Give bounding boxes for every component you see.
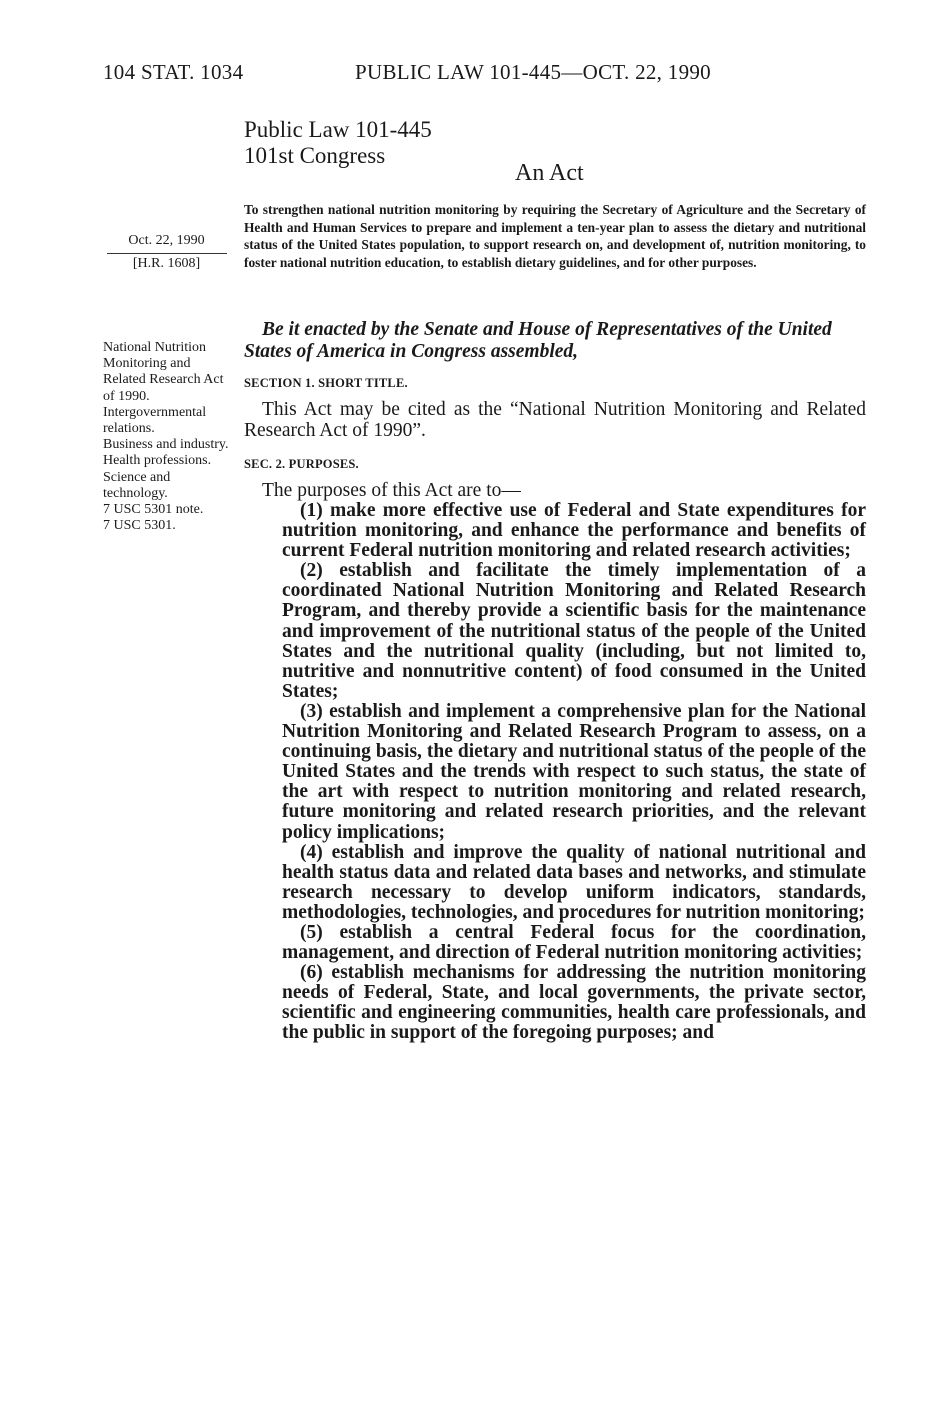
purposes-list <box>282 501 866 1044</box>
margin-note: 7 USC 5301 note. <box>103 502 204 518</box>
margin-note: 7 USC 5301. <box>103 518 176 534</box>
section-2-heading: SEC. 2. PURPOSES. <box>244 457 359 471</box>
purpose-item: (5) establish a central Federal focus for the coordination, management, and direction of Federal nutrition monitoring activities; <box>282 921 866 964</box>
public-law-number: Public Law 101-445 <box>244 117 432 142</box>
congress-number: 101st Congress <box>244 143 386 168</box>
purpose-item: (3) establish and implement a comprehensive plan for the National Nutrition Monitoring and Related Research Program to assess, on a continuing basis, the dietary and nutritional status of the people of the United States and the trends with respect to such status, the state of the art with respect to nutrition monitoring and related research, future monitoring and related research priorities, and the relevant policy implications; <box>282 700 866 843</box>
running-header: PUBLIC LAW 101-445—OCT. 22, 1990 <box>355 60 711 84</box>
section-2-lead: The purposes of this Act are to— <box>262 480 521 501</box>
margin-note: Health professions. <box>103 453 212 469</box>
page-stat-citation: 104 STAT. 1034 <box>103 60 244 84</box>
section-1-text: This Act may be cited as the “National Nutrition Monitoring and Related Research Act of 1990”. <box>244 399 866 441</box>
section-1-heading: SECTION 1. SHORT TITLE. <box>244 376 408 390</box>
long-title: To strengthen national nutrition monitoring by requiring the Secretary of Agriculture and the Secretary of Health and Human Services to prepare and implement a ten-year plan to assess the dietary and nutritional status of the United States population, to support research on, and development of, nutrition monitoring, to foster national nutrition education, to establish dietary guidelines, and for other purposes. <box>244 202 866 270</box>
purpose-item: (6) establish mechanisms for addressing the nutrition monitoring needs of Federal, State, and local governments, the private sector, scientific and engineering communities, health care professionals, and the public in support of the foregoing purposes; and <box>282 962 866 1044</box>
enacting-clause: Be it enacted by the Senate and House of Representatives of the United States of America in Congress assembled, <box>244 319 832 362</box>
margin-note: National Nutrition Monitoring and Related Research Act of 1990. <box>103 340 224 404</box>
margin-notes <box>103 340 233 534</box>
purpose-item: (1) make more effective use of Federal and State expenditures for nutrition monitoring, and enhance the performance and benefits of current Federal nutrition monitoring and related research activities; <box>282 500 866 562</box>
margin-date-block <box>103 233 230 272</box>
purpose-item: (4) establish and improve the quality of national nutritional and health status data and related data bases and networks, and stimulate research necessary to develop uniform indicators, standards, methodologies, technologies, and procedures for nutrition monitoring; <box>282 841 866 923</box>
title-block <box>244 117 432 169</box>
enactment-date: Oct. 22, 1990 <box>107 233 227 254</box>
margin-note: Business and industry. <box>103 437 229 453</box>
bill-number: [H.R. 1608] <box>132 256 201 271</box>
purpose-item: (2) establish and facilitate the timely implementation of a coordinated National Nutrition Monitoring and Related Research Program, and thereby provide a scientific basis for the maintenance and improvement of the nutritional status of the people of the United States and the nutritional quality (including, but not limited to, nutritive and nonnutritive content) of food consumed in the United States; <box>282 560 866 702</box>
an-act-heading: An Act <box>515 160 584 186</box>
margin-note: Intergovernmental relations. <box>103 404 207 437</box>
margin-note: Science and technology. <box>103 469 171 501</box>
